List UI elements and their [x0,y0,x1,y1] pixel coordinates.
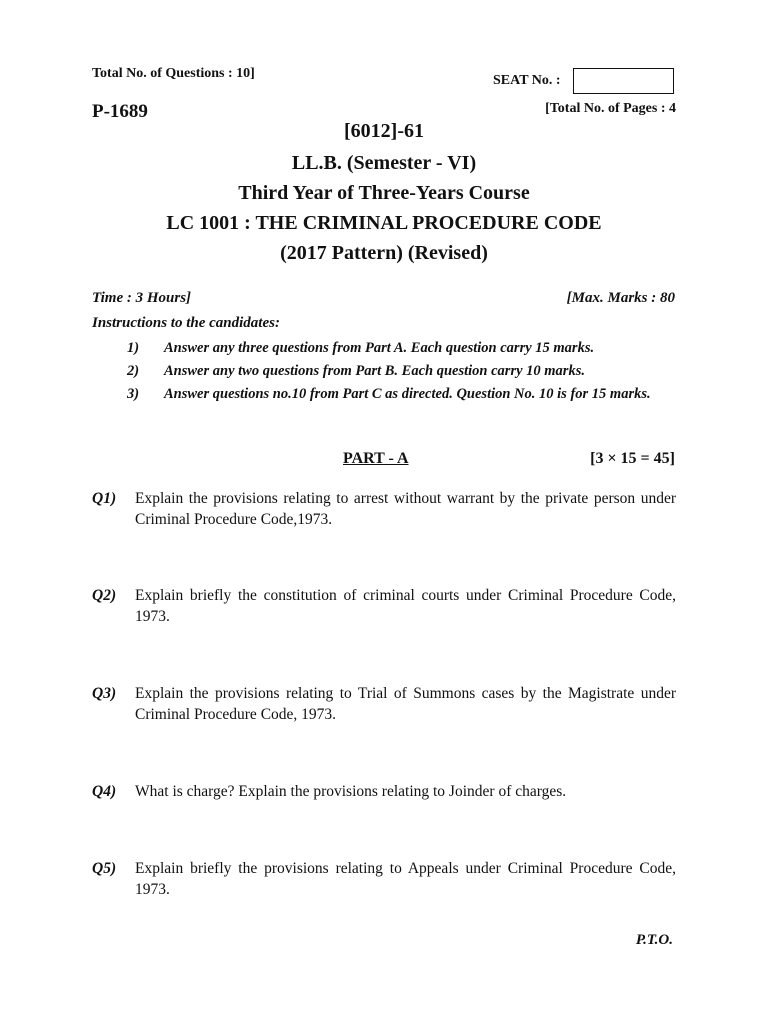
question-number: Q4) [92,783,117,800]
part-a-heading: PART - A [343,450,409,467]
question-item [92,585,676,627]
instruction-item [127,362,677,381]
question-number: Q3) [92,685,117,702]
paper-code: P-1689 [92,101,148,122]
max-marks: [Max. Marks : 80 [566,290,675,306]
question-item [92,683,676,725]
question-item [92,858,676,900]
question-number: Q5) [92,860,117,877]
please-turn-over: P.T.O. [635,932,673,948]
degree-title: LL.B. (Semester - VI) [291,152,477,174]
question-item [92,488,676,530]
subject-title: LC 1001 : THE CRIMINAL PROCEDURE CODE [166,212,602,234]
instruction-item [127,339,677,358]
total-pages: [Total No. of Pages : 4 [545,101,676,116]
question-number: Q1) [92,490,117,507]
pattern-label: (2017 Pattern) (Revised) [280,242,488,264]
question-text: Explain the provisions relating to Trial of Summons cases by the Magistrate under Criminal Procedure Code, 1973. [135,685,676,723]
question-text: Explain the provisions relating to arrest without warrant by the private person under Criminal Procedure Code,1973. [135,490,676,528]
question-item [92,781,676,802]
question-text: Explain briefly the provisions relating to Appeals under Criminal Procedure Code, 1973. [135,860,676,898]
instruction-item [127,385,677,404]
instruction-text: Answer any two questions from Part B. Each question carry 10 marks. [164,363,585,379]
course-code: [6012]-61 [344,120,424,142]
time-allowed: Time : 3 Hours] [92,290,192,306]
instructions-heading: Instructions to the candidates: [92,315,280,331]
part-a-marks: [3 × 15 = 45] [590,450,675,467]
question-text: Explain briefly the constitution of criminal courts under Criminal Procedure Code, 1973. [135,587,676,625]
total-questions: Total No. of Questions : 10] [92,66,255,81]
question-number: Q2) [92,587,117,604]
seat-number-box [573,68,674,94]
instruction-number: 1) [127,340,140,356]
instruction-text: Answer questions no.10 from Part C as directed. Question No. 10 is for 15 marks. [164,386,651,402]
question-text: What is charge? Explain the provisions relating to Joinder of charges. [135,783,567,800]
seat-number-label: SEAT No. : [493,73,561,88]
instruction-number: 3) [127,386,140,402]
course-year: Third Year of Three-Years Course [238,182,530,204]
instruction-text: Answer any three questions from Part A. Each question carry 15 marks. [164,340,595,356]
instruction-number: 2) [127,363,140,379]
